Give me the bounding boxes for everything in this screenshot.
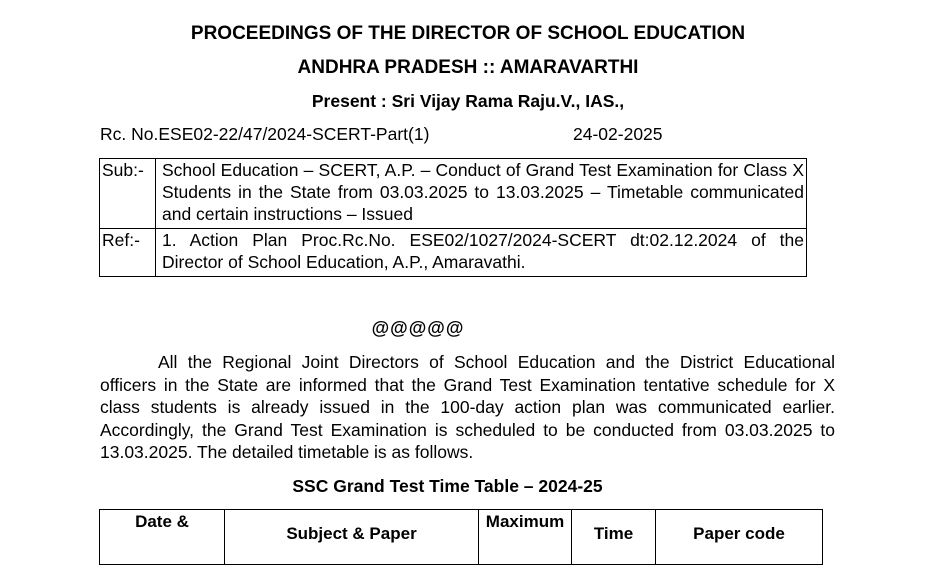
timetable xyxy=(99,509,823,565)
separator-symbols: @@@@@ xyxy=(371,318,465,338)
subject-reference-table xyxy=(99,158,807,277)
subject-label: Sub:- xyxy=(100,159,156,229)
reference-text: 1. Action Plan Proc.Rc.No. ESE02/1027/2024-SCERT dt:02.12.2024 of the Director of School Education, A.P., Amaravathi. xyxy=(156,229,807,277)
header-maximum: Maximum xyxy=(479,510,572,565)
document-date: 24-02-2025 xyxy=(573,124,663,144)
subject-row xyxy=(100,159,807,229)
timetable-header-row xyxy=(100,510,823,565)
subject-text: School Education – SCERT, A.P. – Conduct of Grand Test Examination for Class X Students in the State from 03.03.2025 to 13.03.2025 – Timetable communicated and certain instructions – Issued xyxy=(156,159,807,229)
timetable-title: SSC Grand Test Time Table – 2024-25 xyxy=(292,476,603,496)
rc-number: Rc. No.ESE02-22/47/2024-SCERT-Part(1) xyxy=(100,124,430,144)
proceedings-title: PROCEEDINGS OF THE DIRECTOR OF SCHOOL EDUCATION xyxy=(190,23,746,44)
department-location: ANDHRA PRADESH :: AMARAVARTHI xyxy=(297,57,639,78)
reference-label: Ref:- xyxy=(100,229,156,277)
header-subject: Subject & Paper xyxy=(225,510,479,565)
body-paragraph: All the Regional Joint Directors of School Education and the District Educational officers in the State are informed that the Grand Test Examination tentative schedule for X class students is already issued in the 100-day action plan was communicated earlier. Accordingly, the Grand Test Examination is scheduled to be conducted from 03.03.2025 to 13.03.2025. The detailed timetable is as follows. xyxy=(100,352,835,462)
header-date: Date & xyxy=(100,510,225,565)
header-paper-code: Paper code xyxy=(656,510,823,565)
header-time: Time xyxy=(572,510,656,565)
reference-row xyxy=(100,229,807,277)
present-officer: Present : Sri Vijay Rama Raju.V., IAS., xyxy=(311,91,625,111)
